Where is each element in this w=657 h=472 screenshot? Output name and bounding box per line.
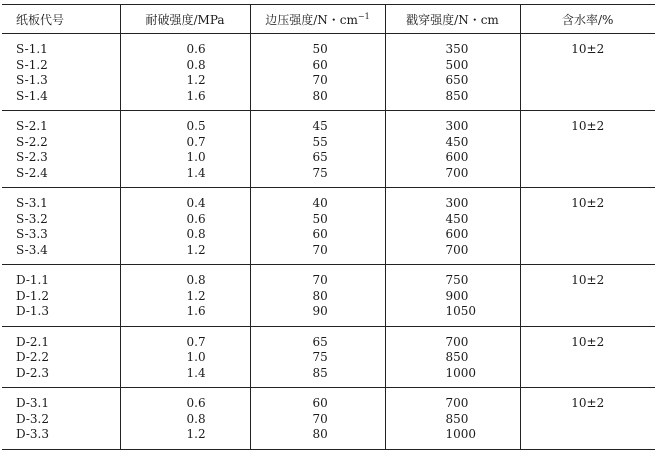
puncture-value: 700 bbox=[445, 396, 469, 410]
table-row-group-1 bbox=[2, 34, 655, 111]
code-value: D-3.3 bbox=[16, 427, 49, 441]
burst-value: 1.6 bbox=[186, 88, 206, 103]
moisture-value: 10±2 bbox=[571, 334, 605, 349]
edge-value: 70 bbox=[312, 73, 328, 87]
header-edge-text: 边压强度/N・cm bbox=[265, 12, 358, 27]
code-value: D-3.1 bbox=[16, 396, 49, 410]
burst-value: 0.8 bbox=[186, 227, 206, 241]
puncture-value: 300 bbox=[445, 119, 469, 133]
edge-value: 70 bbox=[312, 273, 328, 287]
edge-value: 70 bbox=[312, 242, 328, 257]
burst-value: 1.2 bbox=[186, 73, 206, 87]
edge-value: 80 bbox=[312, 427, 328, 441]
edge-value: 90 bbox=[312, 304, 328, 318]
moisture-cell bbox=[520, 388, 655, 450]
table-body bbox=[2, 34, 655, 450]
code-cell bbox=[2, 34, 120, 111]
burst-value: 1.2 bbox=[186, 242, 206, 257]
moisture-value: 10±2 bbox=[571, 119, 605, 133]
code-value: S-3.2 bbox=[16, 211, 48, 226]
code-value: S-1.4 bbox=[16, 88, 48, 103]
table-row-group-2 bbox=[2, 111, 655, 188]
moisture-value: 10±2 bbox=[571, 196, 605, 210]
code-cell bbox=[2, 265, 120, 327]
puncture-value: 900 bbox=[445, 288, 469, 303]
edge-value: 55 bbox=[312, 134, 328, 149]
burst-value: 1.0 bbox=[186, 150, 206, 164]
code-value: D-3.2 bbox=[16, 411, 49, 426]
code-value: S-2.1 bbox=[16, 119, 48, 133]
code-value: S-2.2 bbox=[16, 134, 48, 149]
puncture-value: 350 bbox=[445, 42, 469, 56]
edge-value: 65 bbox=[312, 334, 328, 349]
code-cell bbox=[2, 188, 120, 265]
puncture-value: 300 bbox=[445, 196, 469, 210]
burst-value: 0.7 bbox=[186, 134, 206, 149]
edge-value: 45 bbox=[312, 119, 328, 133]
header-burst: 耐破强度/MPa bbox=[120, 5, 250, 34]
puncture-value: 1000 bbox=[445, 427, 477, 441]
puncture-value: 650 bbox=[445, 73, 469, 87]
edge-value: 60 bbox=[312, 396, 328, 410]
burst-cell bbox=[120, 388, 250, 450]
moisture-cell bbox=[520, 326, 655, 388]
moisture-cell bbox=[520, 111, 655, 188]
code-value: S-3.3 bbox=[16, 227, 48, 241]
puncture-value: 600 bbox=[445, 150, 469, 164]
edge-cell bbox=[250, 188, 385, 265]
table-row-group-6 bbox=[2, 388, 655, 450]
header-puncture: 戳穿强度/N・cm bbox=[385, 5, 520, 34]
edge-value: 85 bbox=[312, 365, 328, 380]
puncture-value: 450 bbox=[445, 134, 469, 149]
burst-value: 1.2 bbox=[186, 427, 206, 441]
data-table bbox=[2, 4, 655, 450]
edge-value: 60 bbox=[312, 227, 328, 241]
moisture-value: 10±2 bbox=[571, 273, 605, 287]
puncture-cell bbox=[385, 388, 520, 450]
code-value: D-1.3 bbox=[16, 304, 49, 318]
code-value: D-2.3 bbox=[16, 365, 49, 380]
code-value: S-2.3 bbox=[16, 150, 48, 164]
burst-cell bbox=[120, 265, 250, 327]
code-value: D-2.2 bbox=[16, 350, 49, 364]
puncture-value: 450 bbox=[445, 211, 469, 226]
puncture-cell bbox=[385, 326, 520, 388]
edge-cell bbox=[250, 111, 385, 188]
edge-value: 50 bbox=[312, 211, 328, 226]
puncture-value: 600 bbox=[445, 227, 469, 241]
code-cell bbox=[2, 326, 120, 388]
burst-value: 1.2 bbox=[186, 288, 206, 303]
puncture-value: 500 bbox=[445, 57, 469, 72]
edge-cell bbox=[250, 388, 385, 450]
moisture-value: 10±2 bbox=[571, 42, 605, 56]
burst-value: 0.6 bbox=[186, 42, 206, 56]
burst-cell bbox=[120, 111, 250, 188]
burst-value: 0.6 bbox=[186, 396, 206, 410]
header-moisture: 含水率/% bbox=[520, 5, 655, 34]
table-row-group-4 bbox=[2, 265, 655, 327]
burst-value: 0.7 bbox=[186, 334, 206, 349]
code-value: S-2.4 bbox=[16, 165, 48, 180]
header-edge bbox=[250, 5, 385, 34]
code-value: D-1.2 bbox=[16, 288, 49, 303]
burst-value: 1.0 bbox=[186, 350, 206, 364]
moisture-value: 10±2 bbox=[571, 396, 605, 410]
burst-value: 0.8 bbox=[186, 273, 206, 287]
code-value: D-1.1 bbox=[16, 273, 49, 287]
table-row-group-3 bbox=[2, 188, 655, 265]
edge-value: 75 bbox=[312, 165, 328, 180]
puncture-value: 850 bbox=[445, 350, 469, 364]
puncture-value: 850 bbox=[445, 411, 469, 426]
code-cell bbox=[2, 388, 120, 450]
puncture-value: 750 bbox=[445, 273, 469, 287]
code-value: S-3.1 bbox=[16, 196, 48, 210]
edge-value: 50 bbox=[312, 42, 328, 56]
puncture-cell bbox=[385, 111, 520, 188]
edge-value: 70 bbox=[312, 411, 328, 426]
code-value: S-1.2 bbox=[16, 57, 48, 72]
burst-cell bbox=[120, 34, 250, 111]
burst-value: 1.4 bbox=[186, 165, 206, 180]
code-value: D-2.1 bbox=[16, 334, 49, 349]
table-row-group-5 bbox=[2, 326, 655, 388]
edge-value: 80 bbox=[312, 288, 328, 303]
edge-cell bbox=[250, 34, 385, 111]
header-code: 纸板代号 bbox=[2, 5, 120, 34]
code-value: S-3.4 bbox=[16, 242, 48, 257]
moisture-cell bbox=[520, 188, 655, 265]
burst-value: 1.6 bbox=[186, 304, 206, 318]
moisture-cell bbox=[520, 265, 655, 327]
edge-value: 60 bbox=[312, 57, 328, 72]
header-row bbox=[2, 5, 655, 34]
burst-value: 0.5 bbox=[186, 119, 206, 133]
burst-value: 0.8 bbox=[186, 411, 206, 426]
burst-value: 0.4 bbox=[186, 196, 206, 210]
puncture-cell bbox=[385, 34, 520, 111]
puncture-value: 700 bbox=[445, 334, 469, 349]
burst-value: 0.6 bbox=[186, 211, 206, 226]
puncture-cell bbox=[385, 188, 520, 265]
code-value: S-1.3 bbox=[16, 73, 48, 87]
table-header bbox=[2, 5, 655, 34]
moisture-cell bbox=[520, 34, 655, 111]
puncture-value: 700 bbox=[445, 242, 469, 257]
puncture-value: 700 bbox=[445, 165, 469, 180]
code-value: S-1.1 bbox=[16, 42, 48, 56]
burst-value: 0.8 bbox=[186, 57, 206, 72]
code-cell bbox=[2, 111, 120, 188]
burst-value: 1.4 bbox=[186, 365, 206, 380]
header-edge-exponent: −1 bbox=[357, 11, 370, 21]
edge-value: 75 bbox=[312, 350, 328, 364]
puncture-cell bbox=[385, 265, 520, 327]
edge-value: 40 bbox=[312, 196, 328, 210]
burst-cell bbox=[120, 188, 250, 265]
puncture-value: 1000 bbox=[445, 365, 477, 380]
edge-value: 65 bbox=[312, 150, 328, 164]
puncture-value: 850 bbox=[445, 88, 469, 103]
edge-cell bbox=[250, 265, 385, 327]
puncture-value: 1050 bbox=[445, 304, 477, 318]
burst-cell bbox=[120, 326, 250, 388]
edge-value: 80 bbox=[312, 88, 328, 103]
edge-cell bbox=[250, 326, 385, 388]
